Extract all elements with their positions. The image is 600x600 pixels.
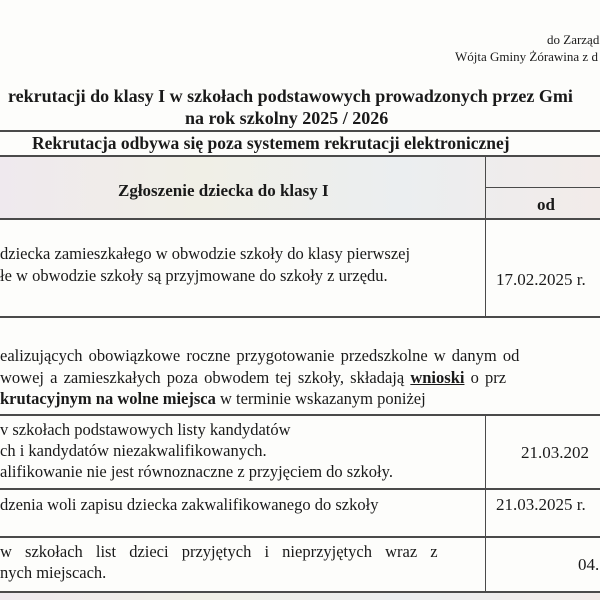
title-line2: na rok szkolny 2025 / 2026 [185, 108, 389, 128]
divider [0, 414, 600, 416]
paragraph-line1: ealizujących obowiązkowe roczne przygotowanie przedszkolne w danym od [0, 346, 520, 365]
subtitle: Rekrutacja odbywa się poza systemem rekrutacji elektronicznej [32, 133, 510, 153]
paragraph-emphasis: wnioski [410, 368, 465, 387]
table2-row1-line3: alifikowanie nie jest równoznaczne z przyjęciem do szkoły. [0, 462, 393, 481]
divider [0, 316, 600, 318]
paragraph-text: w terminie wskazanym poniżej [215, 389, 426, 408]
table2-row3-date: 04. [578, 555, 600, 574]
table1-row-date: 17.02.2025 r. [496, 270, 586, 289]
header-note-line2: Wójta Gminy Żórawina z d [455, 49, 598, 64]
table2-row3-line2: nych miejscach. [0, 563, 107, 582]
divider [0, 130, 600, 132]
divider [485, 157, 486, 317]
table1-header: Zgłoszenie dziecka do klasy I [118, 181, 329, 200]
table1-row-line1: dziecka zamieszkałego w obwodzie szkoły do klasy pierwszej [0, 244, 411, 263]
paragraph-line3 [0, 389, 426, 409]
divider [0, 488, 600, 490]
table1-col-od: od [537, 195, 555, 214]
title-line1: rekrutacji do klasy I w szkołach podstawowych prowadzonych przez Gmi [8, 86, 573, 106]
table2-row2-date: 21.03.2025 r. [496, 495, 586, 514]
header-note-line1: do Zarząd [547, 32, 600, 47]
paragraph-line2 [0, 368, 506, 388]
paragraph-text: o prz [464, 368, 507, 387]
divider [485, 187, 600, 188]
table2-row2-line1: dzenia woli zapisu dziecka zakwalifikowanego do szkoły [0, 495, 379, 514]
table2-row3-line1: w szkołach list dzieci przyjętych i nieprzyjętych wraz z [0, 542, 438, 561]
table2-row1-line2: ch i kandydatów niezakwalifikowanych. [0, 441, 267, 460]
divider [485, 414, 486, 592]
table1-row-line2: łe w obwodzie szkoły są przyjmowane do szkoły z urzędu. [0, 266, 388, 285]
divider [0, 218, 600, 220]
table-footer-bg [0, 593, 600, 600]
paragraph-emphasis: krutacyjnym na wolne miejsca [0, 389, 216, 408]
table2-row1-date: 21.03.202 [521, 443, 589, 462]
paragraph-text: wowej a zamieszkałych poza obwodem tej szkoły, składają [0, 368, 411, 387]
divider [0, 536, 600, 538]
table2-row1-line1: v szkołach podstawowych listy kandydatów [0, 420, 291, 439]
